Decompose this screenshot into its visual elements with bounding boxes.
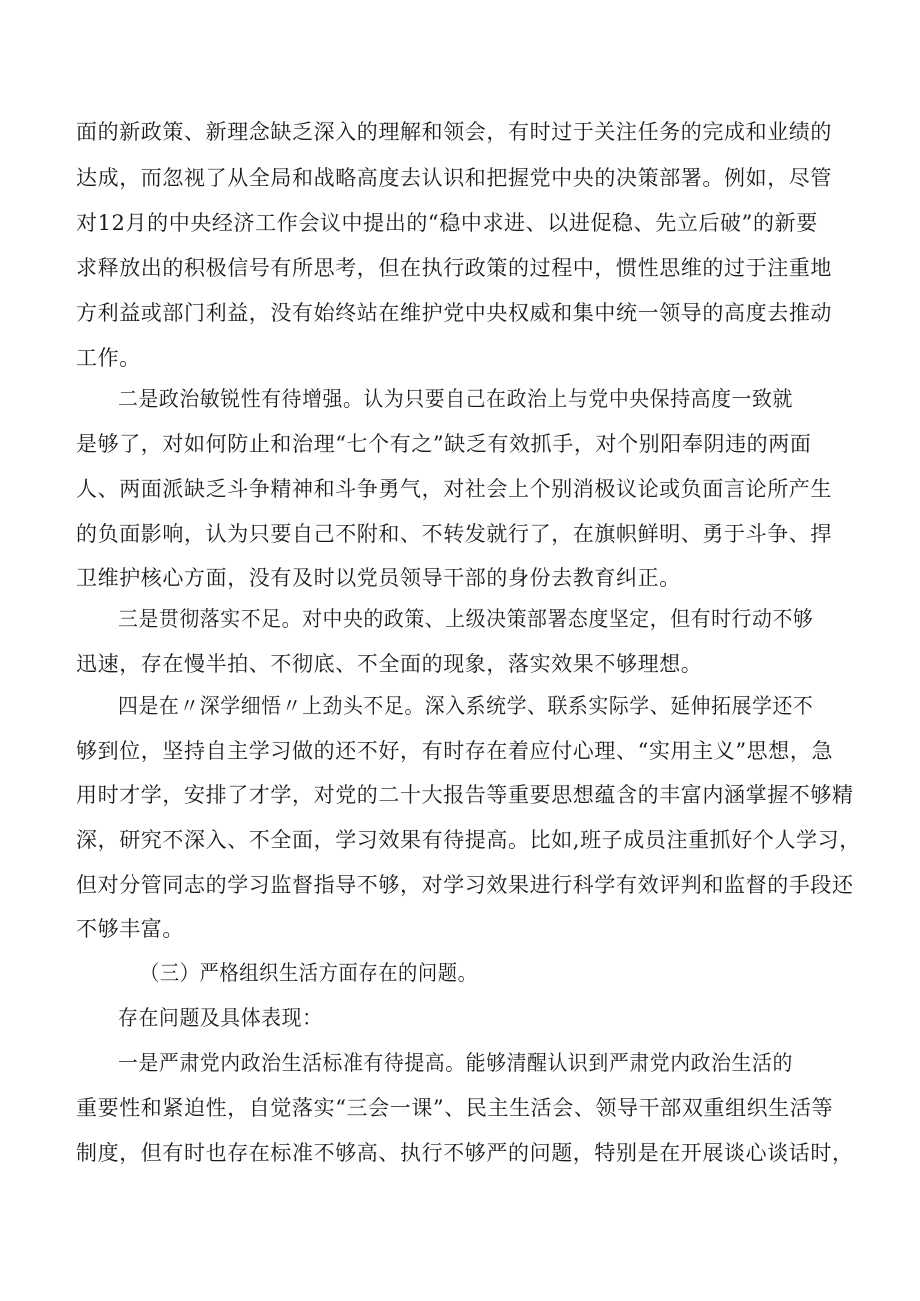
text-line: 工作。 [76,346,141,370]
text-line: 重要性和紧迫性，自觉落实“三会一课”、民主生活会、领导干部双重组织生活等 [76,1096,834,1120]
text-line: 制度，但有时也存在标准不够高、执行不够严的问题，特别是在开展谈心谈话时， [76,1141,854,1165]
paragraph-start-line: 四是在〃深学细悟〃上劲头不足。深入系统学、联系实际学、延伸拓展学还不 [118,694,814,718]
paragraph-start-line: 二是政治敏锐性有待增强。认为只要自己在政治上与党中央保持高度一致就 [118,387,793,411]
text-line: 面的新政策、新理念缺乏深入的理解和领会，有时过于关注任务的完成和业绩的 [76,120,832,144]
text-line: 方利益或部门利益，没有始终站在维护党中央权威和集中统一领导的高度去推动 [76,301,832,325]
text-line: 迅速，存在慢半拍、不彻底、不全面的现象，落实效果不够理想。 [76,652,703,676]
text-line: 但对分管同志的学习监督指导不够，对学习效果进行科学有效评判和监督的手段还 [76,873,854,897]
text-line: 达成，而忽视了从全局和战略高度去认识和把握党中央的决策部署。例如，尽管 [76,166,832,190]
text-line: 对12月的中央经济工作会议中提出的“稳中求进、以进促稳、先立后破”的新要 [76,211,818,235]
text-line: 的负面影响，认为只要自己不附和、不转发就行了，在旗帜鲜明、勇于斗争、捍 [76,522,832,546]
text-line: 不够丰富。 [76,917,184,941]
text-line: 人、两面派缺乏斗争精神和斗争勇气，对社会上个别消极议论或负面言论所产生 [76,477,832,501]
text-line: 够到位，坚持自主学习做的还不好，有时存在着应付心理、“实用主义”思想，急 [76,739,834,763]
text-line: 卫维护核心方面，没有及时以党员领导干部的身份去教育纠正。 [76,566,681,590]
subheading: 存在问题及具体表现： [118,1006,323,1030]
text-line: 是够了，对如何防止和治理“七个有之”缺乏有效抓手，对个别阳奉阴违的两面 [76,432,812,456]
text-line: 用时才学，安排了才学，对党的二十大报告等重要思想蕴含的丰富内涵掌握不够精 [76,783,854,807]
paragraph-start-line: 一是严肃党内政治生活标准有待提高。能够清醒认识到严肃党内政治生活的 [118,1051,793,1075]
text-line: 求释放出的积极信号有所思考，但在执行政策的过程中，惯性思维的过于注重地 [76,256,832,280]
paragraph-start-line: 三是贯彻落实不足。对中央的政策、上级决策部署态度坚定，但有时行动不够 [118,607,814,631]
section-heading: （三）严格组织生活方面存在的问题。 [140,961,478,985]
text-line: 深，研究不深入、不全面，学习效果有待提高。比如,班子成员注重抓好个人学习， [76,828,861,852]
